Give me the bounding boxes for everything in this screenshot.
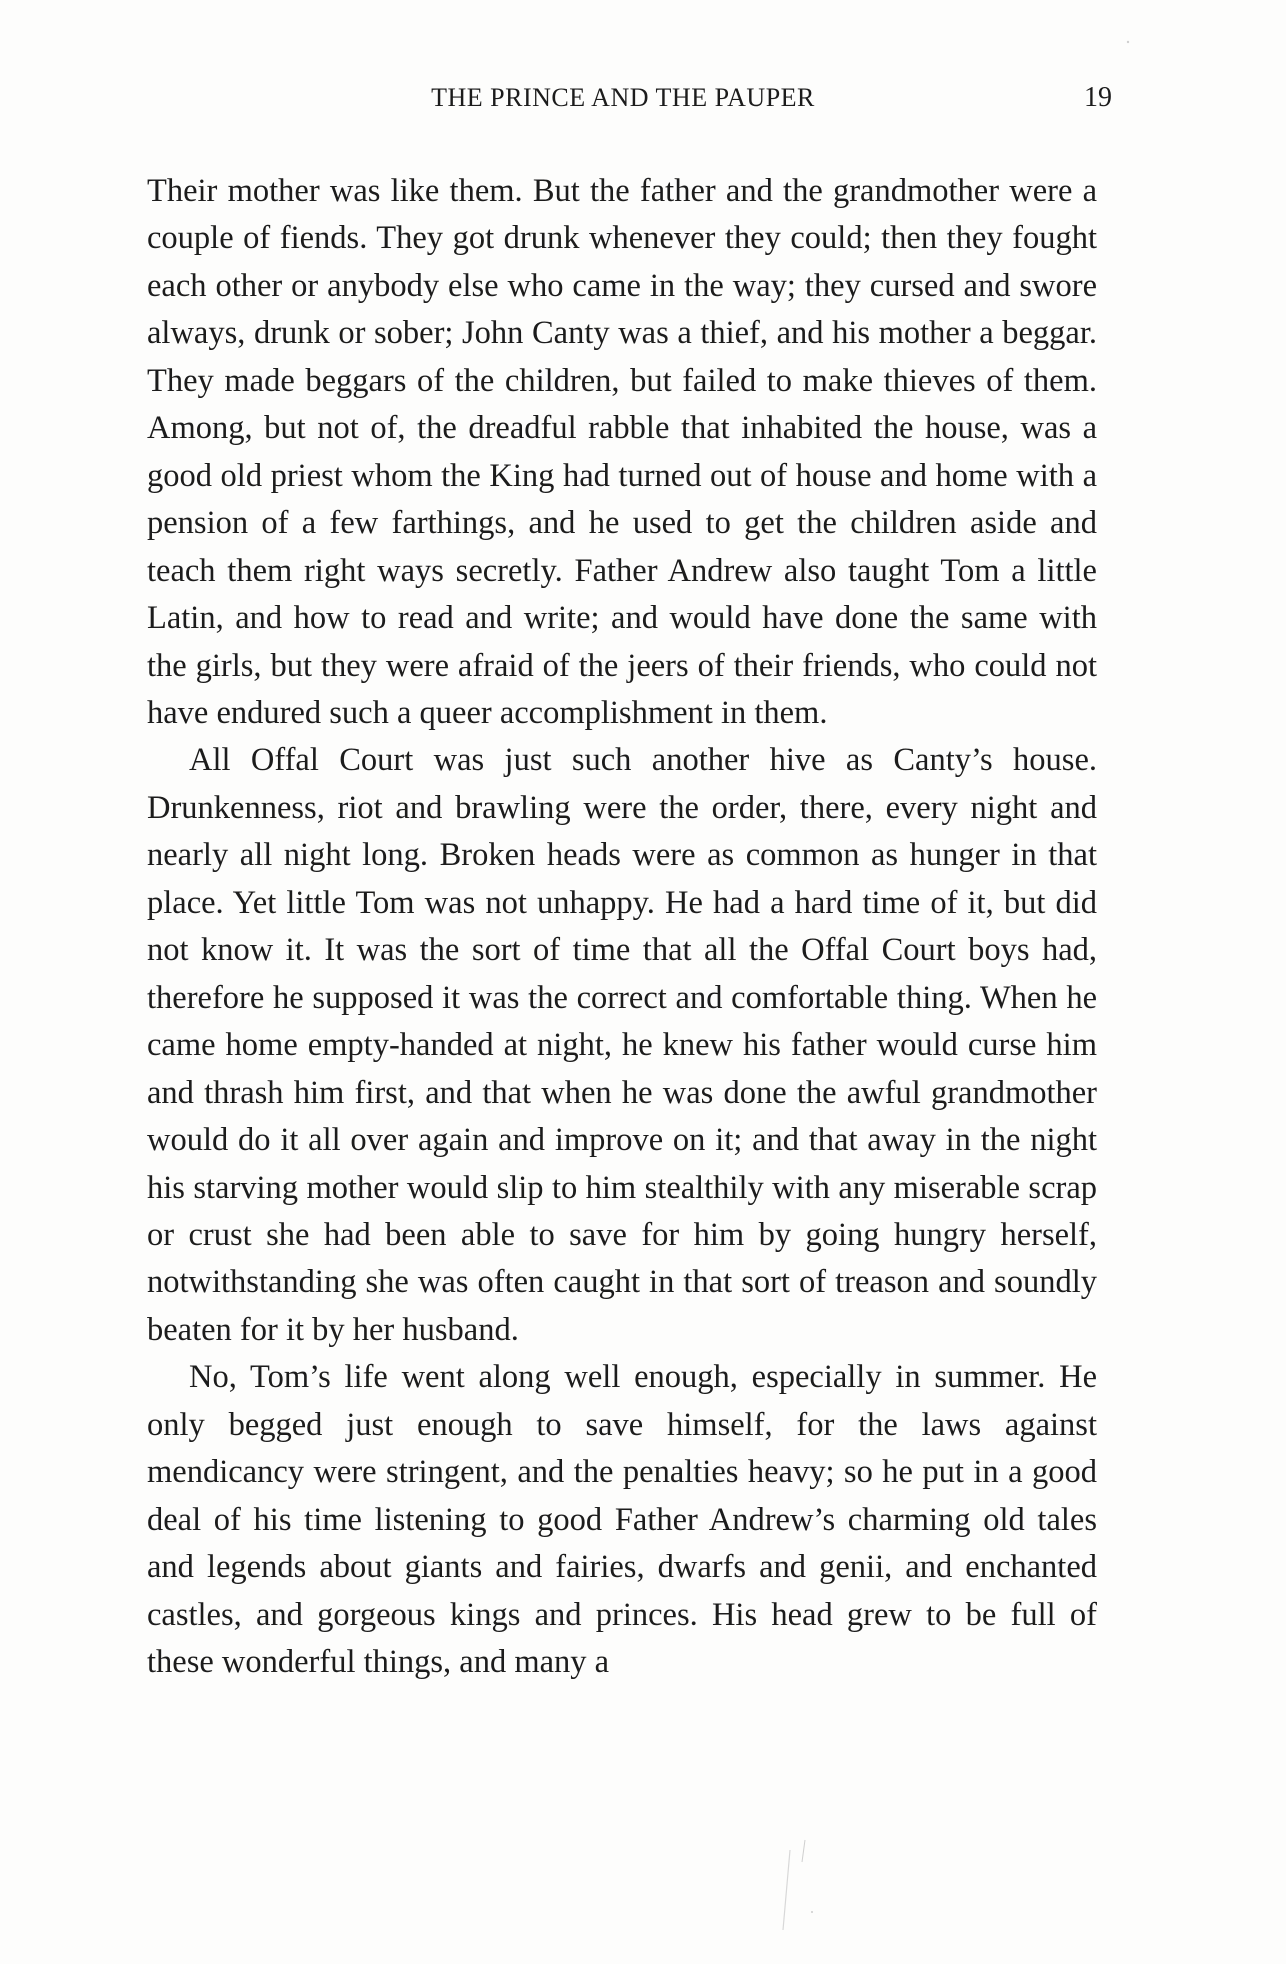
- running-head: [148, 80, 1112, 116]
- paragraph-1: Their mother was like them. But the father and the grandmother were a couple of fiends. They got drunk whenever they could; then they fought each other or anybody else who came in the way; they cursed and swore always, drunk or sober; John Canty was a thief, and his mother a beggar. They made beggars of the children, but failed to make thieves of them. Among, but not of, the dreadful rabble that inhabited the house, was a good old priest whom the King had turned out of house and home with a pension of a few farthings, and he used to get the children aside and teach them right ways secretly. Father Andrew also taught Tom a little Latin, and how to read and write; and would have done the same with the girls, but they were afraid of the jeers of their friends, who could not have endured such a queer accomplishment in them.: [147, 173, 1097, 731]
- paragraph-2: All Offal Court was just such another hive as Canty’s house. Drunkenness, riot and brawling were the order, there, every night and nearly all night long. Broken heads were as common as hunger in that place. Yet little Tom was not unhappy. He had a hard time of it, but did not know it. It was the sort of time that all the Offal Court boys had, therefore he supposed it was the correct and comfortable thing. When he came home empty-handed at night, he knew his father would curse him and thrash him first, and that when he was done the awful grandmother would do it all over again and improve on it; and that away in the night his starving mother would slip to him stealthily with any miserable scrap or crust she had been able to save for him by going hungry herself, notwithstanding she was often caught in that sort of treason and soundly beaten for it by her husband.: [147, 742, 1097, 1348]
- paragraph-3: No, Tom’s life went along well enough, especially in summer. He only begged just enough to save himself, for the laws against mendicancy were stringent, and the penalties heavy; so he put in a good deal of his time listening to good Father Andrew’s charming old tales and legends about giants and fairies, dwarfs and genii, and enchanted castles, and gorgeous kings and princes. His head grew to be full of these wonderful things, and many a: [147, 1359, 1097, 1681]
- page-number: 19: [1084, 82, 1112, 113]
- body-text: [147, 168, 1097, 1687]
- running-title: THE PRINCE AND THE PAUPER: [431, 83, 815, 112]
